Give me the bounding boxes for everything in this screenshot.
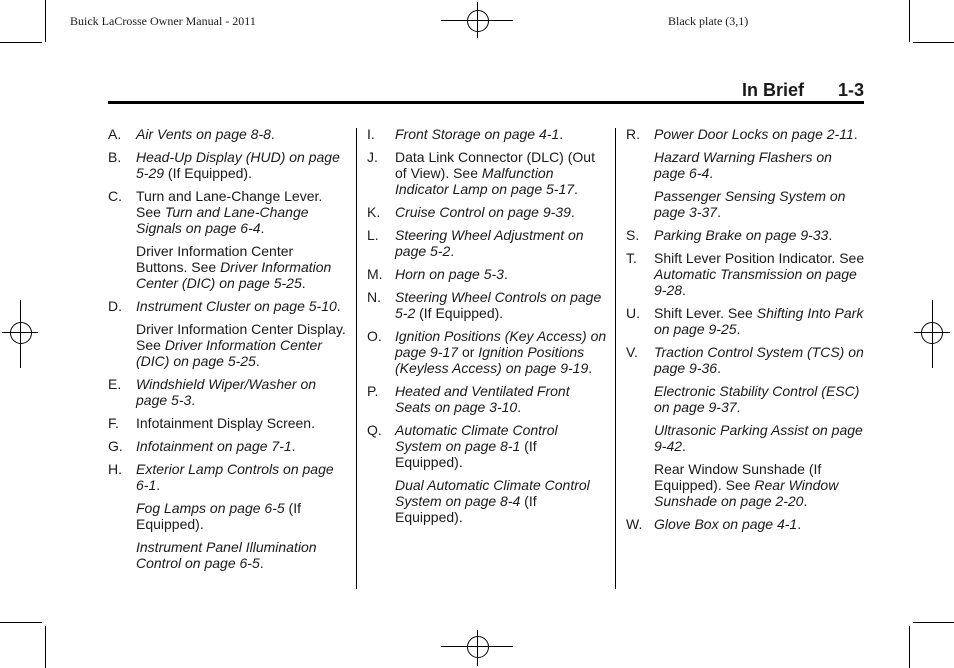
entry-text-segment: .	[736, 399, 741, 415]
entry-text	[654, 149, 866, 181]
entry-text-segment: .	[717, 204, 721, 220]
index-entry	[626, 250, 866, 298]
index-entry	[367, 227, 607, 259]
entry-text	[395, 149, 607, 197]
entry-letter: I.	[367, 126, 375, 142]
index-entry	[108, 376, 348, 408]
index-entry	[367, 289, 607, 321]
entry-letter: N.	[367, 289, 381, 305]
column-3	[626, 126, 866, 539]
entry-text	[136, 500, 348, 532]
page-reference: Parking Brake on page 9-33	[654, 227, 829, 243]
index-entry	[626, 126, 866, 142]
entry-text-segment: Shift Lever Position Indicator. See	[654, 250, 865, 266]
page-reference: Automatic Transmission on page 9-28	[654, 266, 857, 298]
entry-text	[654, 126, 866, 142]
entry-letter: Q.	[367, 422, 382, 438]
entry-text-segment: (If Equipped).	[415, 305, 504, 321]
index-entry	[626, 422, 866, 454]
entry-text-segment: .	[570, 204, 575, 220]
page-reference: Rear Window Sunshade on page 2-20	[654, 477, 839, 509]
page-reference: Heated and Ventilated Front Seats on page 3-10	[395, 383, 570, 415]
entry-text-segment: .	[336, 298, 341, 314]
index-entry	[108, 321, 348, 369]
page-reference: Front Storage on page 4-1	[395, 126, 560, 142]
page-reference: Fog Lamps on page 6-5	[136, 500, 285, 516]
entry-letter: V.	[626, 344, 638, 360]
entry-letter: K.	[367, 204, 381, 220]
page-number: 1-3	[838, 80, 865, 100]
index-entry	[626, 149, 866, 181]
entry-text	[654, 227, 866, 243]
entry-text	[136, 415, 348, 431]
page-reference: Driver Information Center (DIC) on page 5-25	[136, 259, 332, 291]
entry-text-segment: .	[259, 555, 264, 571]
entry-text	[136, 321, 348, 369]
entry-text-segment: .	[255, 353, 260, 369]
index-entry	[108, 500, 348, 532]
page-reference: Ignition Positions (Keyless Access) on page 9-19	[395, 344, 589, 376]
entry-letter: E.	[108, 376, 122, 392]
entry-letter: F.	[108, 415, 119, 431]
entry-text	[136, 149, 348, 181]
page-reference: Air Vents on page 8-8	[136, 126, 271, 142]
entry-text	[136, 438, 348, 454]
page-reference: Horn on page 5-3	[395, 266, 504, 282]
page-reference: Head-Up Display (HUD) on page 5-29	[136, 149, 340, 181]
entry-text-segment: .	[709, 165, 714, 181]
entry-text	[654, 188, 866, 220]
entry-text-segment: .	[736, 321, 741, 337]
index-entry	[108, 188, 348, 236]
page-reference: Steering Wheel Adjustment on page 5-2	[395, 227, 584, 259]
index-entry	[108, 438, 348, 454]
index-entry	[367, 149, 607, 197]
page-reference: Glove Box on page 4-1	[654, 516, 798, 532]
entry-letter: R.	[626, 126, 640, 142]
manual-title: Buick LaCrosse Owner Manual - 2011	[70, 14, 256, 28]
entry-letter: H.	[108, 461, 122, 477]
entry-text	[654, 344, 866, 376]
index-entry	[626, 383, 866, 415]
entry-text	[654, 383, 866, 415]
page-reference: Electronic Stability Control (ESC) on page 9-37	[654, 383, 860, 415]
entry-letter: O.	[367, 328, 382, 344]
index-entry	[367, 383, 607, 415]
entry-text-segment: Shift Lever. See	[654, 305, 757, 321]
entry-letter: D.	[108, 298, 122, 314]
page-reference: Turn and Lane-Change Signals on page 6-4	[136, 204, 309, 236]
entry-letter: P.	[367, 383, 379, 399]
entry-text	[395, 266, 607, 282]
page-reference: Infotainment on page 7-1	[136, 438, 292, 454]
index-entry	[626, 516, 866, 532]
entry-text-segment: (If Equipped).	[395, 438, 537, 470]
index-entry	[108, 415, 348, 431]
page-reference: Steering Wheel Controls on page 5-2	[395, 289, 602, 321]
page-reference: Traction Control System (TCS) on page 9-36	[654, 344, 864, 376]
entry-text-segment: Turn and Lane-Change Lever. See	[136, 188, 323, 220]
plate-label: Black plate (3,1)	[668, 14, 749, 28]
entry-letter: B.	[108, 149, 122, 165]
entry-letter: T.	[626, 250, 637, 266]
entry-text	[136, 243, 348, 291]
page-reference: Cruise Control on page 9-39	[395, 204, 571, 220]
entry-text	[395, 126, 607, 142]
index-entry	[626, 227, 866, 243]
entry-text-segment: Infotainment Display Screen.	[136, 415, 315, 431]
entry-text-segment: .	[559, 126, 564, 142]
entry-text-segment: Driver Information Center Buttons. See	[136, 243, 294, 275]
entry-letter: J.	[367, 149, 378, 165]
index-entry	[367, 328, 607, 376]
entry-text	[395, 289, 607, 321]
entry-text-segment: (If Equipped).	[136, 500, 301, 532]
column-1	[108, 126, 348, 578]
entry-text-segment: .	[853, 126, 858, 142]
entry-text	[395, 477, 607, 525]
page-reference: Dual Automatic Climate Control System on page 8-4	[395, 477, 590, 509]
entry-text	[395, 383, 607, 415]
entry-letter: G.	[108, 438, 123, 454]
page-reference: Shifting Into Park on page 9-25	[654, 305, 864, 337]
entry-text-segment: or	[458, 344, 479, 360]
page-reference: Windshield Wiper/Washer on page 5-3	[136, 376, 317, 408]
entry-text-segment: .	[270, 126, 275, 142]
entry-text-segment: (If Equipped).	[395, 493, 537, 525]
entry-text-segment: .	[828, 227, 833, 243]
section-title: In Brief	[742, 80, 805, 100]
index-entry	[108, 539, 348, 571]
entry-text-segment: .	[574, 181, 578, 197]
index-entry	[367, 204, 607, 220]
entry-letter: L.	[367, 227, 379, 243]
entry-letter: C.	[108, 188, 122, 204]
entry-text	[136, 539, 348, 571]
entry-text	[654, 516, 866, 532]
entry-text-segment: (If Equipped).	[164, 165, 252, 181]
entry-text-segment: .	[301, 275, 306, 291]
index-entry	[108, 298, 348, 314]
entry-text	[654, 305, 866, 337]
entry-text-segment: .	[191, 392, 196, 408]
entry-text-segment: .	[291, 438, 296, 454]
index-entry	[108, 126, 348, 142]
page-reference: Ultrasonic Parking Assist on page 9-42	[654, 422, 863, 454]
index-entry	[626, 305, 866, 337]
entry-text-segment: .	[450, 243, 455, 259]
entry-text	[136, 461, 348, 493]
entry-text-segment: Rear Window Sunshade (If Equipped). See	[654, 461, 822, 493]
entry-text-segment: .	[682, 282, 686, 298]
entry-text	[136, 126, 348, 142]
entry-letter: W.	[626, 516, 643, 532]
index-entry	[108, 461, 348, 493]
entry-text-segment: Data Link Connector (DLC) (Out of View). See	[395, 149, 595, 181]
entry-text	[395, 328, 607, 376]
page-reference: Driver Information Center (DIC) on page 5-25	[136, 337, 322, 369]
header-rule	[108, 101, 864, 104]
page-reference: Malfunction Indicator Lamp on page 5-17	[395, 165, 575, 197]
entry-text-segment: .	[156, 477, 161, 493]
column-divider	[615, 128, 616, 589]
column-2	[367, 126, 607, 532]
entry-text	[136, 298, 348, 314]
entry-letter: U.	[626, 305, 640, 321]
page-reference: Ignition Positions (Key Access) on page 9-17	[395, 328, 607, 360]
entry-text-segment: .	[803, 493, 808, 509]
index-entry	[626, 461, 866, 509]
page-reference: Power Door Locks on page 2-11	[654, 126, 854, 142]
index-entry	[367, 266, 607, 282]
entry-letter: S.	[626, 227, 640, 243]
entry-text	[136, 376, 348, 408]
entry-text	[395, 227, 607, 259]
entry-text	[395, 422, 607, 470]
entry-text-segment: Driver Information Center Display. See	[136, 321, 346, 353]
index-entry	[108, 149, 348, 181]
column-divider	[356, 128, 357, 589]
entry-text-segment: .	[797, 516, 802, 532]
entry-text-segment: .	[260, 220, 265, 236]
entry-text-segment: .	[717, 360, 721, 376]
index-entry	[367, 477, 607, 525]
page-reference: Automatic Climate Control System on page 8-1	[395, 422, 558, 454]
index-entry	[626, 188, 866, 220]
page-reference: Instrument Panel Illumination Control on page 6-5	[136, 539, 317, 571]
entry-text	[654, 461, 866, 509]
page-reference: Passenger Sensing System on page 3-37	[654, 188, 846, 220]
entry-text	[654, 422, 866, 454]
entry-letter: M.	[367, 266, 383, 282]
page-reference: Exterior Lamp Controls on page 6-1	[136, 461, 334, 493]
index-entry	[367, 422, 607, 470]
page-reference: Instrument Cluster on page 5-10	[136, 298, 337, 314]
index-entry	[626, 344, 866, 376]
entry-text-segment: .	[588, 360, 593, 376]
entry-text	[395, 204, 607, 220]
index-entry	[108, 243, 348, 291]
entry-text	[136, 188, 348, 236]
entry-text-segment: .	[517, 399, 522, 415]
entry-text-segment: .	[682, 438, 686, 454]
entry-letter: A.	[108, 126, 122, 142]
index-entry	[367, 126, 607, 142]
entry-text-segment: .	[503, 266, 508, 282]
entry-text	[654, 250, 866, 298]
page-reference: Hazard Warning Flashers on page 6-4	[654, 149, 832, 181]
